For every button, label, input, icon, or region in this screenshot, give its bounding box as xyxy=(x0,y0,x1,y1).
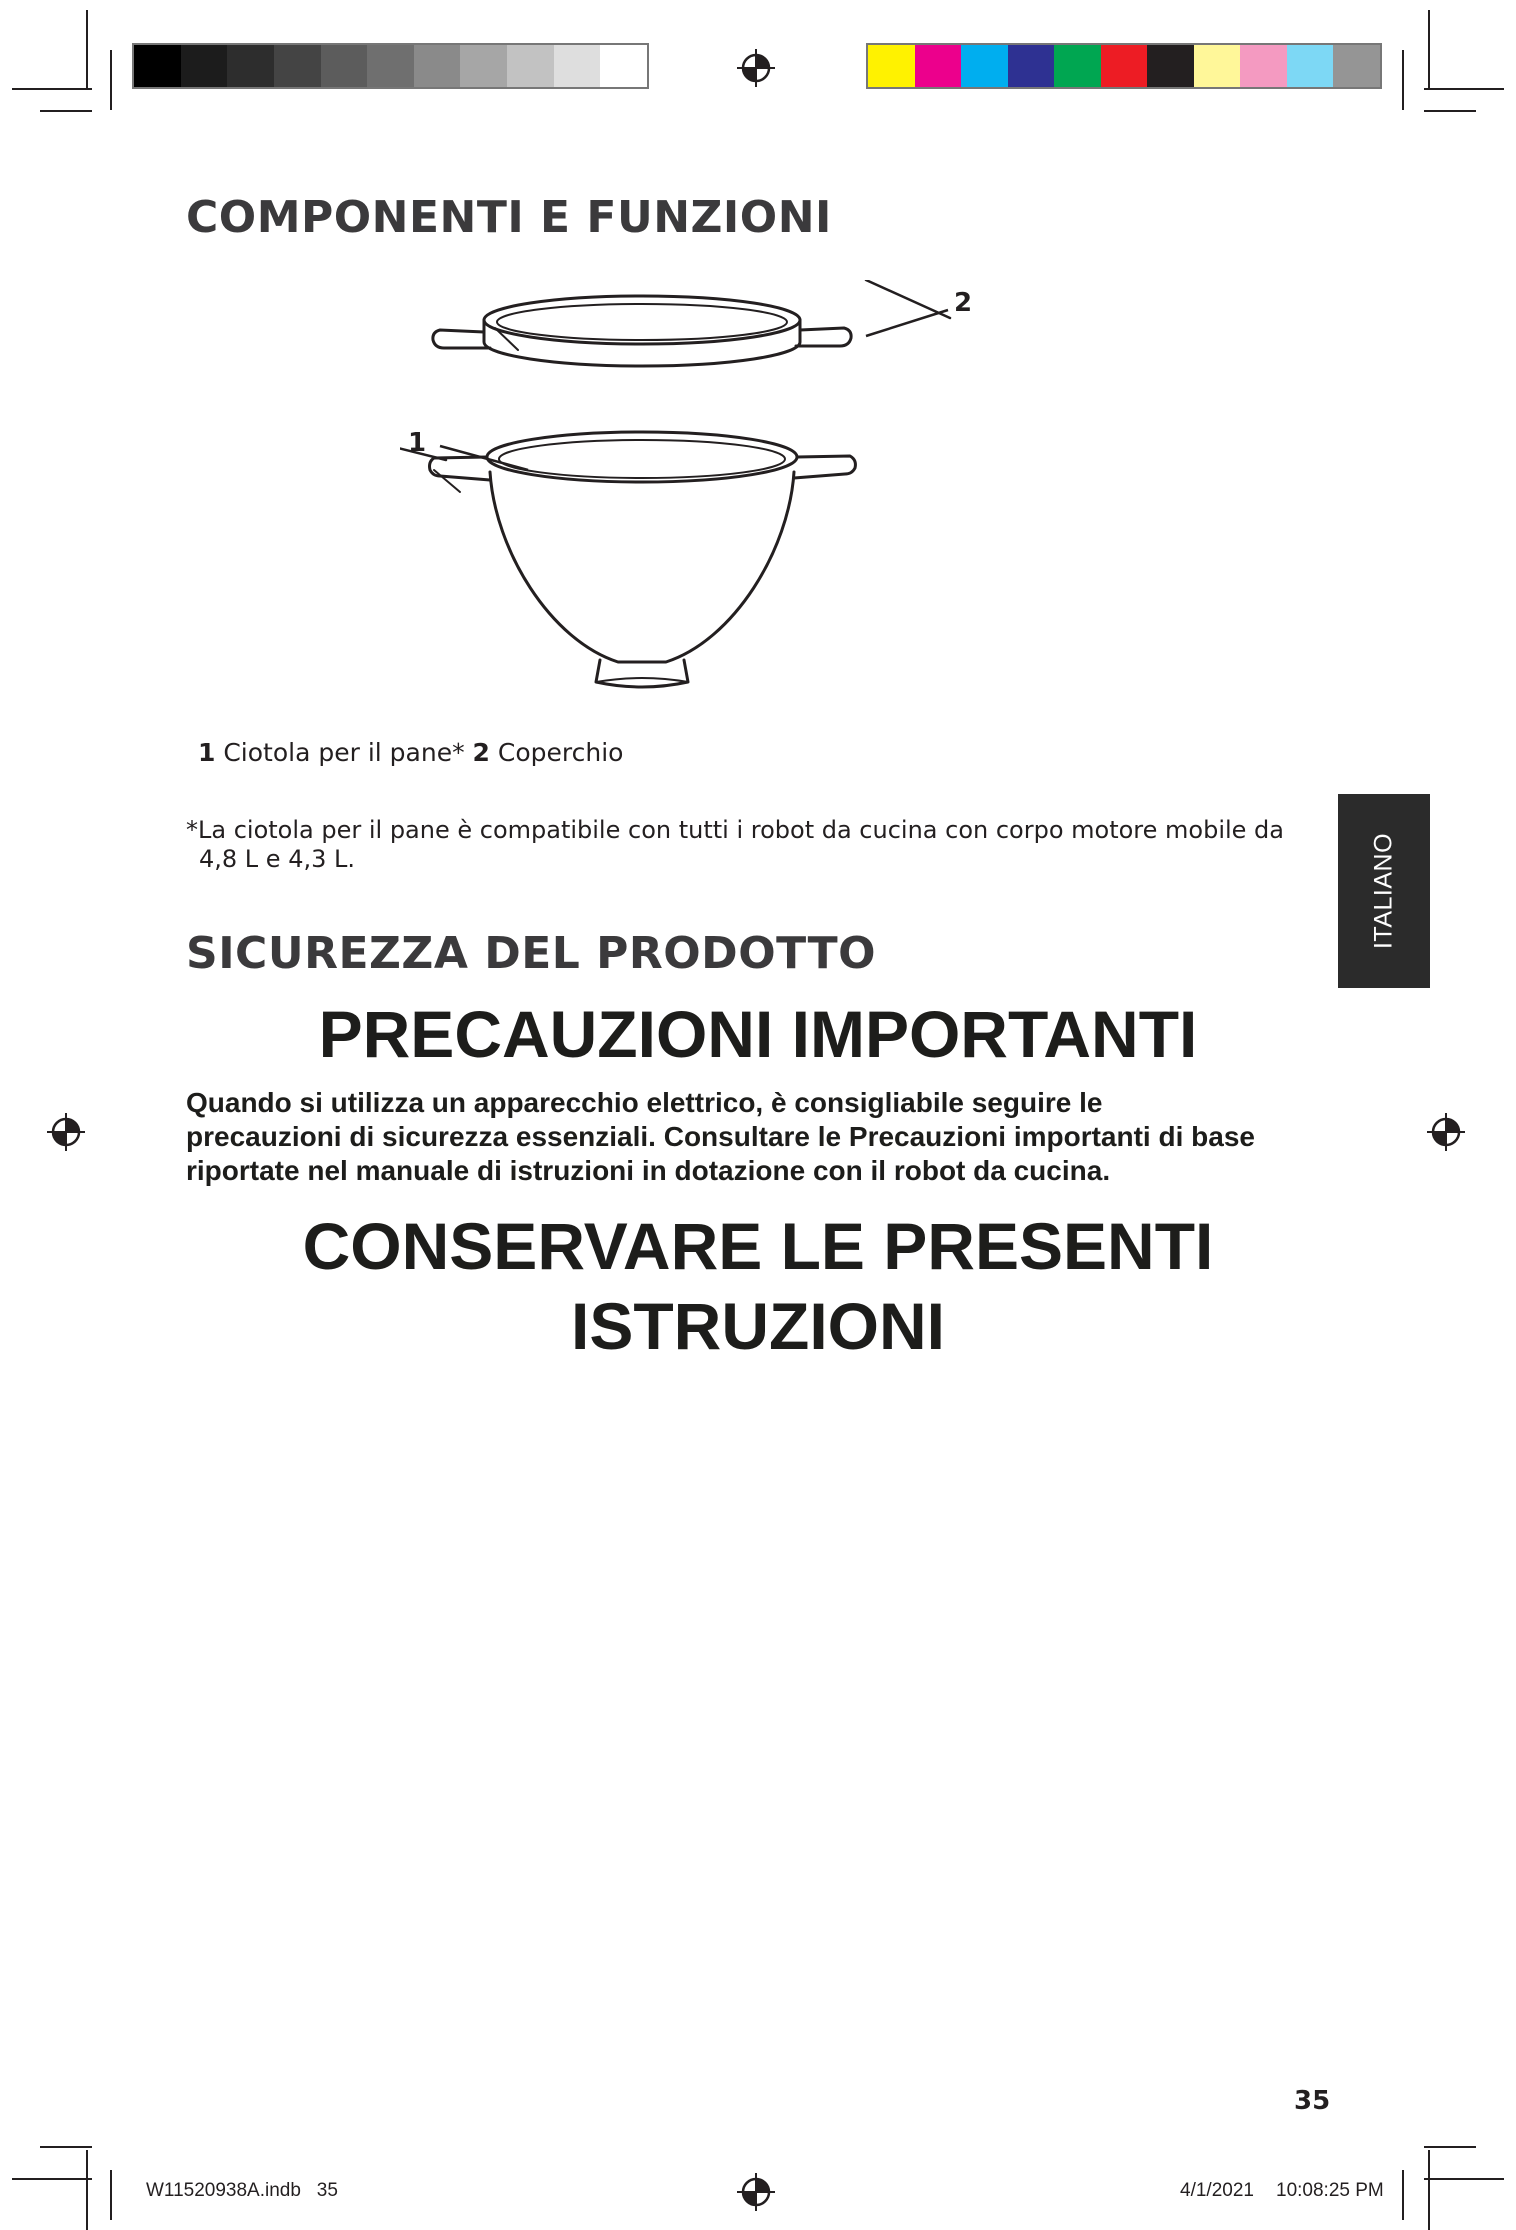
components-heading: COMPONENTI E FUNZIONI xyxy=(186,192,832,243)
crop-mark-bottom-right-v2 xyxy=(1402,2170,1404,2220)
caption-label-2: Coperchio xyxy=(489,738,624,767)
parts-caption xyxy=(198,738,623,767)
callout-label-1: 1 xyxy=(408,428,427,458)
caption-number-1: 1 xyxy=(198,738,216,767)
caption-number-2: 2 xyxy=(472,738,490,767)
slug-time: 10:08:25 PM xyxy=(1276,2180,1384,2201)
registration-mark-left-icon xyxy=(46,1112,86,1152)
warning-line-3: riportate nel manuale di istruzioni in dotazione con il robot da cucina. xyxy=(186,1155,1111,1186)
callout-leaders xyxy=(0,0,1516,760)
crop-mark-bottom-right-h xyxy=(1424,2178,1504,2180)
compatibility-footnote xyxy=(186,816,1284,874)
safety-warning-text xyxy=(186,1086,1255,1188)
crop-mark-bottom-left-v2 xyxy=(110,2170,112,2220)
registration-mark-right-icon xyxy=(1426,1112,1466,1152)
crop-mark-bottom-left-h2 xyxy=(40,2146,92,2148)
page-number: 35 xyxy=(1294,2086,1331,2116)
registration-mark-bottom-icon xyxy=(736,2172,776,2212)
footnote-line-1: *La ciotola per il pane è compatibile con tutti i robot da cucina con corpo motore mobile da xyxy=(186,816,1284,844)
footnote-line-2: 4,8 L e 4,3 L. xyxy=(199,845,355,873)
crop-mark-bottom-left-v xyxy=(86,2150,88,2230)
crop-mark-bottom-left-h xyxy=(12,2178,92,2180)
precautions-title: PRECAUZIONI IMPORTANTI xyxy=(318,997,1198,1071)
language-tab-label: ITALIANO xyxy=(1369,832,1398,950)
save-title-line-2: ISTRUZIONI xyxy=(571,1289,945,1363)
safety-heading: SICUREZZA DEL PRODOTTO xyxy=(186,928,877,979)
language-tab xyxy=(1338,794,1430,988)
callout-label-2: 2 xyxy=(954,288,973,318)
crop-mark-bottom-right-v xyxy=(1428,2150,1430,2230)
save-title-line-1: CONSERVARE LE PRESENTI xyxy=(302,1209,1214,1283)
crop-mark-bottom-right-h2 xyxy=(1424,2146,1476,2148)
slug-date: 4/1/2021 xyxy=(1180,2180,1254,2201)
warning-line-2: precauzioni di sicurezza essenziali. Consultare le Precauzioni importanti di base xyxy=(186,1121,1255,1152)
save-instructions-title xyxy=(186,1206,1330,1366)
warning-line-1: Quando si utilizza un apparecchio elettrico, è consigliabile seguire le xyxy=(186,1087,1103,1118)
caption-label-1: Ciotola per il pane* xyxy=(215,738,473,767)
slug-filename: W11520938A.indb 35 xyxy=(146,2180,338,2201)
